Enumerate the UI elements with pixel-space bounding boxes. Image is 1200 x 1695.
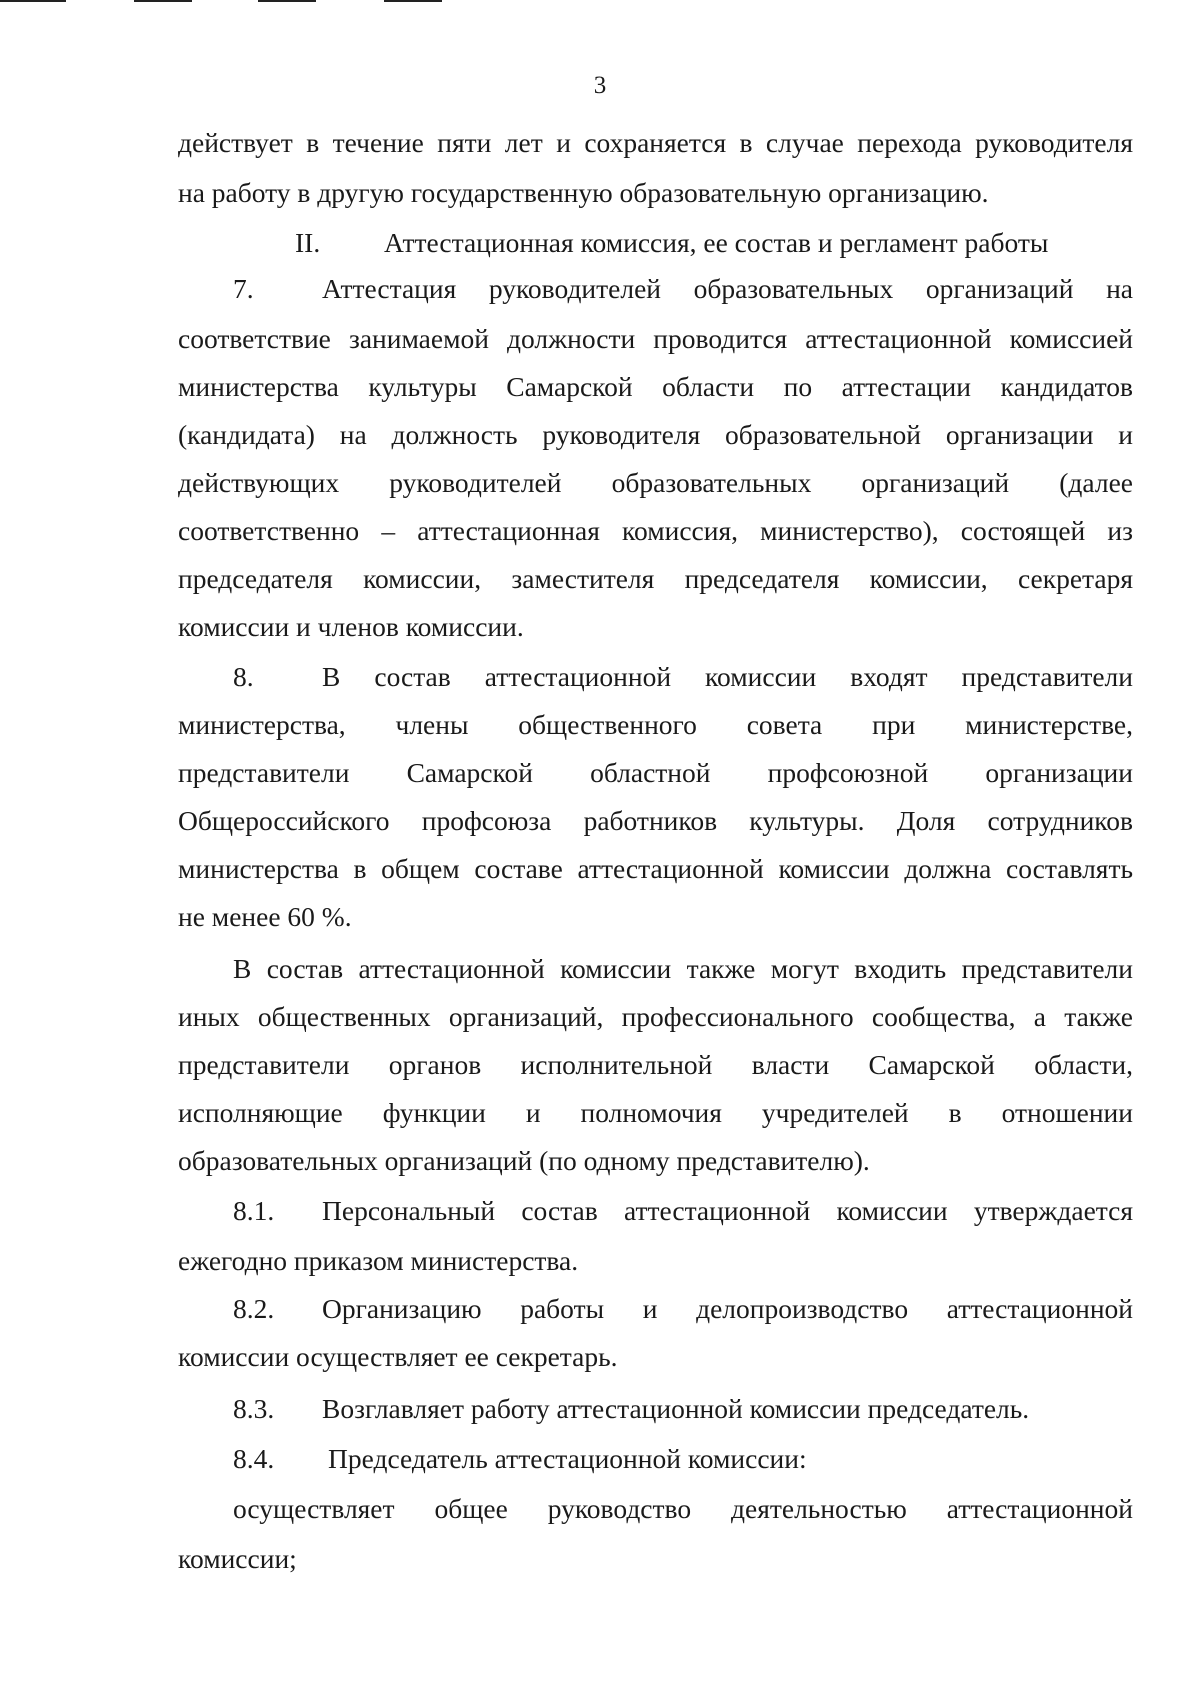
text-line: В состав аттестационной комиссии также могут входить представители	[233, 953, 1133, 984]
text-line: действует в течение пяти лет и сохраняется в случае перехода руководителя	[178, 127, 1133, 158]
text-line: комиссии и членов комиссии.	[178, 611, 524, 642]
scan-mark	[0, 0, 66, 2]
text-line: комиссии осуществляет ее секретарь.	[178, 1341, 618, 1372]
text-line: В состав аттестационной комиссии входят представители	[322, 661, 1133, 692]
text-line: ежегодно приказом министерства.	[178, 1245, 579, 1276]
page-number: 3	[593, 72, 607, 99]
text-line: представители органов исполнительной власти Самарской области,	[178, 1049, 1133, 1080]
scan-edge-marks	[0, 0, 1200, 6]
text-line: на работу в другую государственную образовательную организацию.	[178, 177, 989, 208]
text-line: председателя комиссии, заместителя председателя комиссии, секретаря	[178, 563, 1133, 594]
section-title: Аттестационная комиссия, ее состав и регламент работы	[384, 227, 1049, 258]
scan-mark	[384, 0, 442, 2]
text-line: образовательных организаций (по одному представителю).	[178, 1145, 870, 1176]
item-number: 8.4.	[233, 1443, 275, 1474]
text-line: не менее 60 %.	[178, 901, 352, 932]
text-line: комиссии;	[178, 1543, 297, 1574]
text-line: представители Самарской областной профсоюзной организации	[178, 757, 1133, 788]
text-line: министерства, члены общественного совета при министерстве,	[178, 709, 1133, 740]
item-number: 8.1.	[233, 1195, 275, 1226]
text-line: действующих руководителей образовательных организаций (далее	[178, 467, 1133, 498]
text-line: (кандидата) на должность руководителя образовательной организации и	[178, 419, 1133, 450]
text-line: Аттестация руководителей образовательных организаций на	[322, 273, 1133, 304]
text-line: Общероссийского профсоюза работников культуры. Доля сотрудников	[178, 805, 1133, 836]
text-line: соответственно – аттестационная комиссия, министерство), состоящей из	[178, 515, 1133, 546]
text-line: министерства в общем составе аттестационной комиссии должна составлять	[178, 853, 1133, 884]
text-line: министерства культуры Самарской области по аттестации кандидатов	[178, 371, 1133, 402]
item-number: 7.	[233, 273, 254, 304]
text-line: исполняющие функции и полномочия учредителей в отношении	[178, 1097, 1133, 1128]
text-line: Персональный состав аттестационной комиссии утверждается	[322, 1195, 1133, 1226]
item-number: 8.2.	[233, 1293, 275, 1324]
text-line: соответствие занимаемой должности проводится аттестационной комиссией	[178, 323, 1133, 354]
text-line: Председатель аттестационной комиссии:	[328, 1443, 807, 1474]
scan-mark	[134, 0, 192, 2]
scan-mark	[258, 0, 316, 2]
text-line: иных общественных организаций, профессионального сообщества, а также	[178, 1001, 1133, 1032]
section-number: II.	[295, 227, 321, 258]
item-number: 8.3.	[233, 1393, 275, 1424]
text-line: Организацию работы и делопроизводство аттестационной	[322, 1293, 1133, 1324]
text-line: осуществляет общее руководство деятельностью аттестационной	[233, 1493, 1133, 1524]
text-line: Возглавляет работу аттестационной комиссии председатель.	[322, 1393, 1030, 1424]
item-number: 8.	[233, 661, 254, 692]
